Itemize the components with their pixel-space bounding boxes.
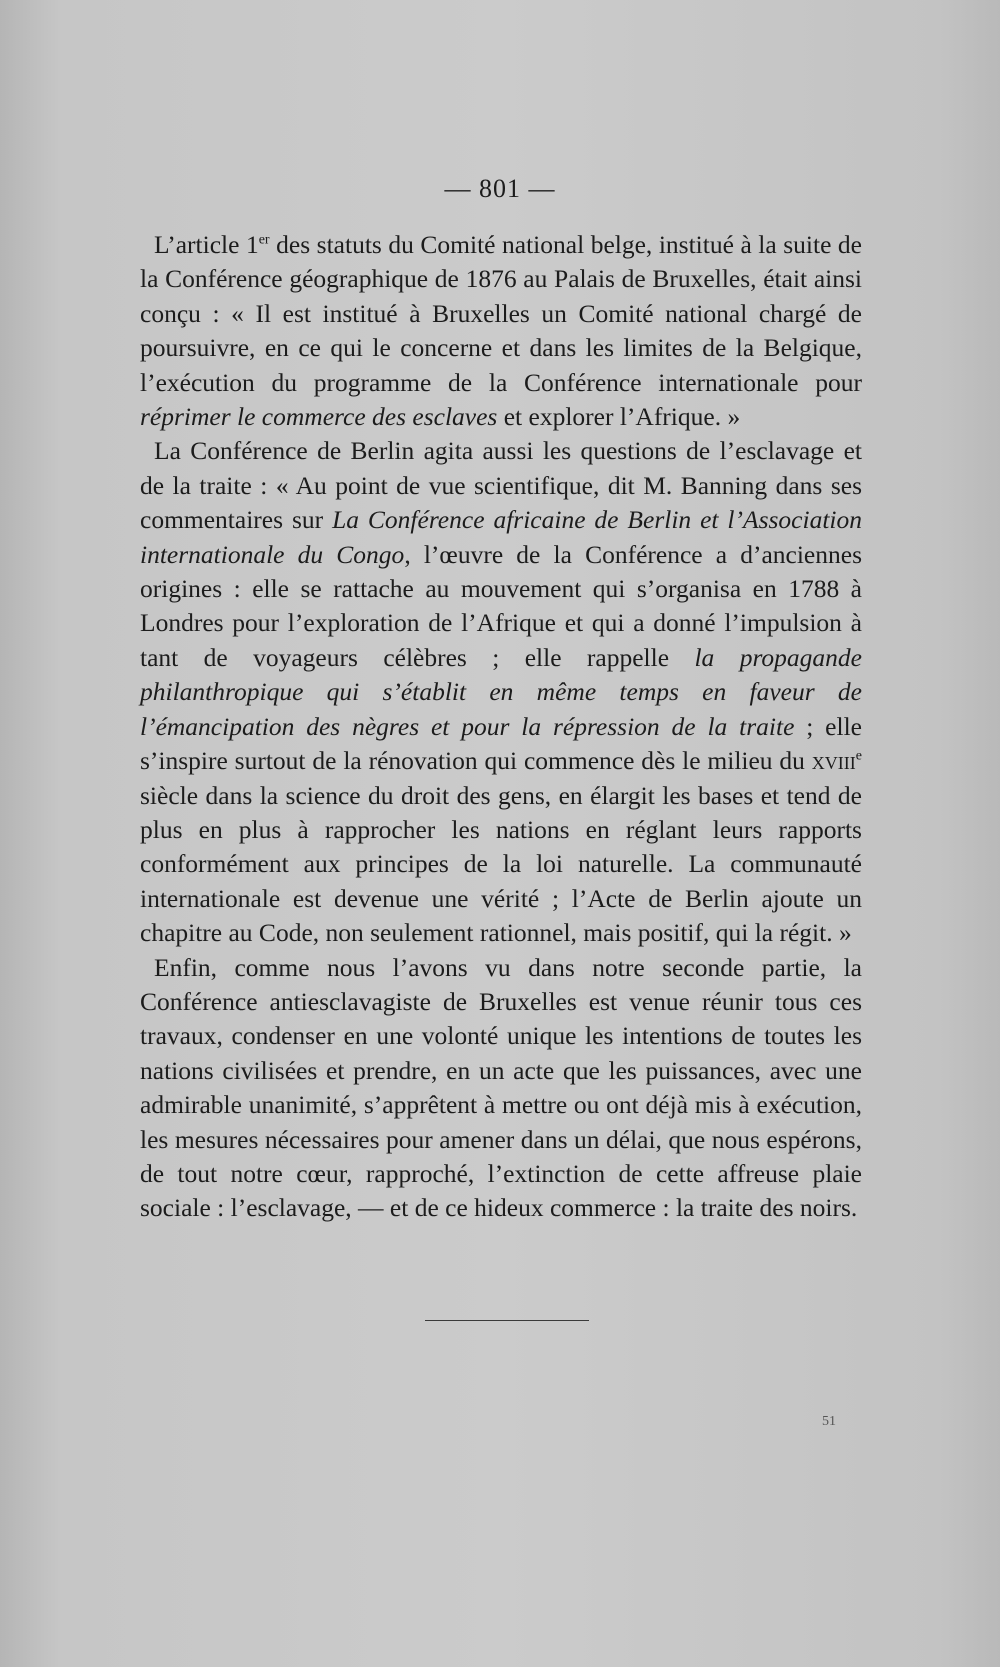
text-segment: la propagande philanthropique qui s’établit en même temps en faveur de l’émancipation des nègres et pour la répression de la traite xyxy=(140,642,862,741)
paragraph-1 xyxy=(140,228,862,434)
text-segment: siècle dans la science du droit des gens, en élargit les bases et tend de plus en plus à rapprocher les nations en réglant leurs rapports conformément aux principes de la loi naturelle. La communauté internationale est devenue une vérité ; l’Acte de Berlin ajoute un chapitre au Code, non seulement rationnel, mais positif, qui la régit. » xyxy=(140,780,862,948)
text-segment: er xyxy=(258,232,270,248)
page-number: — 801 — xyxy=(444,174,556,203)
text-segment: xviii xyxy=(811,746,856,776)
text-segment: e xyxy=(855,748,862,764)
end-rule-divider xyxy=(425,1320,589,1321)
text-segment: et explorer l’Afrique. » xyxy=(497,402,741,432)
text-segment: des statuts du Comité national belge, institué à la suite de la Conférence géographique de 1876 au Palais de Bruxelles, était ainsi conçu : « Il est institué à Bruxelles un Comité national chargé de poursuivre, en ce qui le concerne et dans les limites de la Belgique, l’exécution du programme de la Conférence internationale pour xyxy=(140,230,862,397)
text-segment: ; elle s’inspire surtout de la rénovation qui commence dès le milieu du xyxy=(140,711,862,776)
text-segment: L’article 1 xyxy=(154,230,259,259)
paragraph-2 xyxy=(140,434,862,950)
body-text xyxy=(140,228,862,1226)
text-segment: Enfin, comme nous l’avons vu dans notre seconde partie, la Conférence antiesclavagiste de Bruxelles est venue réunir tous ces travaux, condenser en une volonté unique les intentions de toutes les nations civilisées et prendre, en un acte que les puissances, avec une admirable unanimité, s’apprêtent à mettre ou ont déjà mis à exécution, les mesures nécessaires pour amener dans un délai, que nous espérons, de tout notre cœur, rapproché, l’extinction de cette affreuse plaie sociale : l’esclavage, — et de ce hideux commerce : la traite des noirs. xyxy=(140,952,862,1223)
signature-mark: 51 xyxy=(822,1414,836,1429)
text-segment: La Conférence de Berlin agita aussi les questions de l’esclavage et de la traite : « Au point de vue scientifique, dit M. Banning dans ses commentaires sur xyxy=(140,436,862,535)
text-segment: réprimer le commerce des esclaves xyxy=(140,402,498,432)
text-segment: , l’œuvre de la Conférence a d’anciennes origines : elle se rattache au mouvement qui s’organisa en 1788 à Londres pour l’exploration de l’Afrique et qui a donné l’impulsion à tant de voyageurs célèbres ; elle rappelle xyxy=(140,539,862,672)
text-segment: La Conférence africaine de Berlin et l’Association internationale du Congo xyxy=(140,505,862,569)
paragraph-3 xyxy=(140,951,862,1226)
